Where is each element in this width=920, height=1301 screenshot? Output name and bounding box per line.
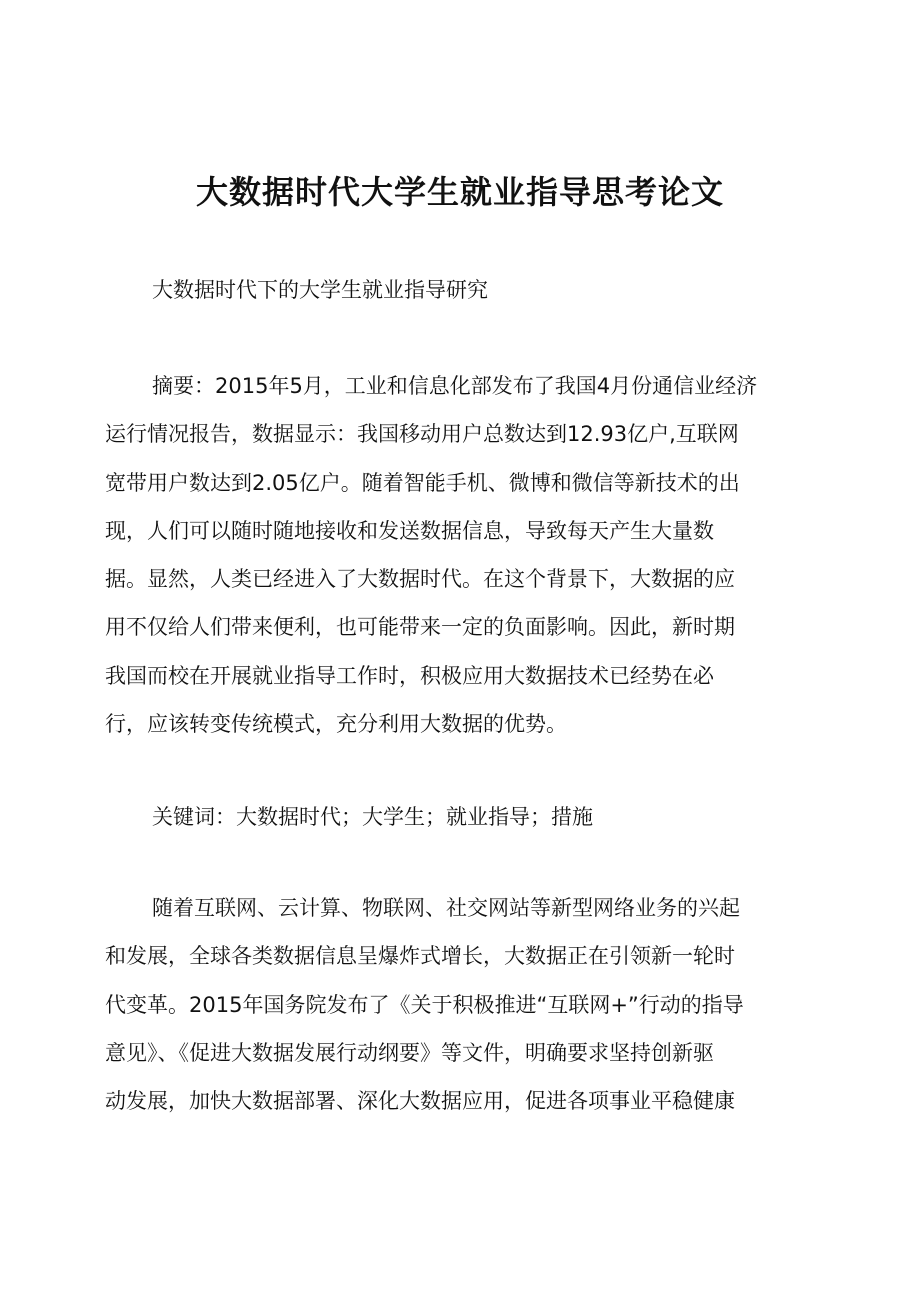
keywords-line: 关键词：大数据时代；大学生；就业指导；措施 <box>152 805 593 829</box>
abstract-line: 现，人们可以随时随地接收和发送数据信息，导致每天产生大量数 <box>105 518 714 543</box>
abstract-line: 用不仅给人们带来便利，也可能带来一定的负面影响。因此，新时期 <box>105 615 735 640</box>
document-subtitle: 大数据时代下的大学生就业指导研究 <box>152 278 488 302</box>
body-line: 随着互联网、云计算、物联网、社交网站等新型网络业务的兴起 <box>152 896 740 920</box>
abstract-line: 我国而校在开展就业指导工作时，积极应用大数据技术已经势在必 <box>105 663 714 688</box>
document-title: 大数据时代大学生就业指导思考论文 <box>195 173 724 211</box>
body-paragraph <box>105 884 817 1125</box>
abstract-line: 运行情况报告，数据显示：我国移动用户总数达到12.93亿户,互联网 <box>105 422 739 447</box>
abstract-line: 据。显然，人类已经进入了大数据时代。在这个背景下，大数据的应 <box>105 567 735 592</box>
abstract-line: 行，应该转变传统模式，充分利用大数据的优势。 <box>105 712 567 737</box>
abstract-line: 宽带用户数达到2.05亿户。随着智能手机、微博和微信等新技术的出 <box>105 470 740 495</box>
body-line: 意见》、《促进大数据发展行动纲要》等文件，明确要求坚持创新驱 <box>105 1040 714 1065</box>
abstract-paragraph <box>105 362 817 748</box>
keywords-paragraph <box>105 793 817 841</box>
abstract-line: 摘要：2015年5月，工业和信息化部发布了我国4月份通信业经济 <box>152 374 758 398</box>
body-line: 和发展，全球各类数据信息呈爆炸式增长，大数据正在引领新一轮时 <box>105 944 735 969</box>
body-line: 动发展，加快大数据部署、深化大数据应用，促进各项事业平稳健康 <box>105 1089 735 1114</box>
body-line: 代变革。2015年国务院发布了《关于积极推进“互联网+”行动的指导 <box>105 992 744 1017</box>
